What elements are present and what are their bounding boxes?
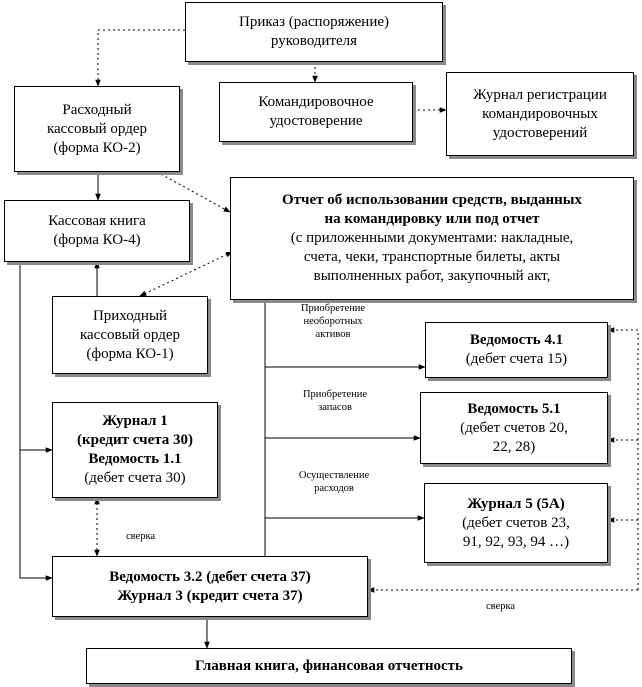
journal1-subtitle: Ведомость 1.1 bbox=[88, 451, 182, 467]
report-detail-line: счета, чеки, транспортные билеты, акты bbox=[303, 249, 561, 265]
label-check-right: сверка bbox=[486, 601, 516, 612]
expense-line: Расходный bbox=[62, 101, 132, 118]
journal1-title: Журнал 1 bbox=[102, 413, 168, 429]
journal1-detail: (дебет счета 30) bbox=[84, 470, 186, 486]
expense-line: кассовый ордер bbox=[46, 120, 148, 137]
label-line: Осуществление bbox=[298, 470, 370, 481]
travel-line: Командировочное bbox=[258, 94, 374, 110]
arrow-check-right-41 bbox=[608, 330, 638, 590]
journal-reg-line: удостоверений bbox=[492, 124, 588, 141]
income-line: кассовый ордер bbox=[79, 326, 181, 343]
income-line: Приходный bbox=[92, 307, 168, 324]
journal5-detail: (дебет счетов 23, bbox=[462, 514, 570, 531]
ved32-line: Журнал 3 (кредит счета 37) bbox=[117, 587, 303, 604]
cash-book-line: (форма КО-4) bbox=[53, 232, 141, 248]
label-line: необоротных bbox=[303, 316, 363, 327]
expense-order-box bbox=[14, 86, 180, 172]
journal-5-box bbox=[424, 483, 608, 563]
label-line: расходов bbox=[314, 483, 354, 494]
ledger-32-box bbox=[52, 556, 368, 617]
journal-registration-box bbox=[446, 72, 634, 156]
ved41-detail: (дебет счета 15) bbox=[465, 351, 568, 367]
ved41-title: Ведомость 4.1 bbox=[469, 332, 564, 348]
label-acq-noncurrent bbox=[278, 302, 388, 341]
journal-reg-line: Журнал регистрации bbox=[473, 86, 607, 103]
journal-1-box bbox=[52, 402, 218, 498]
label-line: Приобретение bbox=[300, 303, 366, 314]
cash-book-box bbox=[4, 200, 190, 262]
label-check-left: сверка bbox=[126, 531, 156, 542]
expense-line: (форма КО-2) bbox=[53, 139, 141, 156]
order-line: Приказ (распоряжение) bbox=[238, 14, 390, 30]
journal5-title: Журнал 5 (5А) bbox=[467, 495, 565, 512]
general-ledger-box bbox=[86, 648, 572, 684]
travel-line: удостоверение bbox=[269, 113, 363, 129]
label-line: запасов bbox=[318, 402, 352, 413]
label-expenses bbox=[278, 469, 390, 495]
report-title-line: на командировку или под отчет bbox=[324, 211, 540, 227]
report-title-line: Отчет об использовании средств, выданных bbox=[281, 192, 583, 208]
journal5-detail: 91, 92, 93, 94 …) bbox=[462, 533, 570, 550]
ved51-detail: 22, 28) bbox=[492, 438, 536, 455]
arrow-cashbook-to-journal1 bbox=[20, 262, 52, 578]
travel-certificate-box bbox=[219, 82, 413, 142]
ved51-title: Ведомость 5.1 bbox=[467, 400, 561, 417]
label-line: Приобретение bbox=[302, 389, 368, 400]
journal1-detail: (кредит счета 30) bbox=[76, 432, 194, 448]
report-detail-line: выполненных работ, закупочный акт, bbox=[313, 268, 551, 284]
income-order-box bbox=[52, 296, 208, 374]
label-acq-stock bbox=[282, 388, 388, 414]
ved51-detail: (дебет счетов 20, bbox=[460, 419, 568, 436]
report-box bbox=[230, 177, 634, 300]
ledger-51-box bbox=[420, 392, 608, 464]
order-box bbox=[185, 2, 443, 62]
order-line: руководителя bbox=[270, 33, 358, 49]
cash-book-line: Кассовая книга bbox=[48, 213, 146, 229]
ved32-line: Ведомость 3.2 (дебет счета 37) bbox=[109, 568, 311, 585]
report-detail-line: (с приложенными документами: накладные, bbox=[290, 230, 574, 246]
arrow-order-to-expense bbox=[98, 30, 185, 86]
ledger-41-box bbox=[425, 322, 608, 378]
income-line: (форма КО-1) bbox=[86, 345, 174, 362]
general-ledger-title: Главная книга, финансовая отчетность bbox=[195, 657, 463, 674]
journal-reg-line: командировочных bbox=[482, 105, 598, 122]
label-line: активов bbox=[315, 329, 351, 340]
